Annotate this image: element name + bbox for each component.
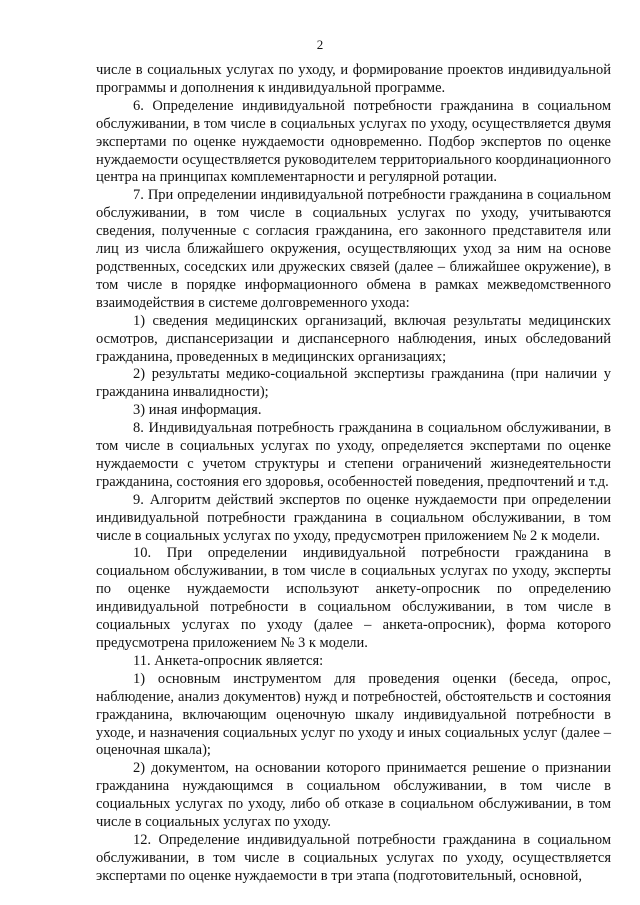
paragraph: числе в социальных услугах по уходу, и формирование проектов индивидуальной программы и дополнения к индивидуальной программе. [96,62,611,96]
paragraph: 1) основным инструментом для проведения оценки (беседа, опрос, наблюдение, анализ документов) нужд и потребностей, обстоятельств и состояния гражданина, включающим оценочную шкалу индивидуальной потребности в уходе, и назначения социальных услуг по уходу и иных социальных услуг (далее – оценочная шкала); [96,670,611,759]
page-number: 2 [316,37,324,52]
document-body [96,62,611,886]
paragraph: 1) сведения медицинских организаций, включая результаты медицинских осмотров, диспансеризации и диспансерного наблюдения, иных обследований гражданина, проведенных в медицинских организациях; [96,312,611,365]
paragraph: 10. При определении индивидуальной потребности гражданина в социальном обслуживании, в том числе в социальных услугах по уходу, эксперты по оценке нуждаемости используют анкету-опросник по определению индивидуальной потребности в социальном обслуживании, в том числе в социальных услугах по уходу (далее – анкета-опросник), форма которого предусмотрена приложением № 3 к модели. [96,545,611,651]
paragraph: 3) иная информация. [133,402,262,419]
paragraph: 2) документом, на основании которого принимается решение о признании гражданина нуждающимся в социальном обслуживании, в том числе в социальных услугах по уходу, либо об отказе в социальном обслуживании, в том числе в социальных услугах по уходу. [96,760,611,831]
paragraph: 7. При определении индивидуальной потребности гражданина в социальном обслуживании, в том числе в социальных услугах по уходу, учитываются сведения, полученные с согласия гражданина, его законного представителя или лиц из числа ближайшего окружения, осуществляющих уход за ним на основе родственных, соседских или дружеских связей (далее – ближайшее окружение), в том числе в порядке информационного обмена в рамках межведомственного взаимодействия в системе долговременного ухода: [96,187,611,311]
paragraph: 8. Индивидуальная потребность гражданина в социальном обслуживании, в том числе в социальных услугах по уходу, определяется экспертами по оценке нуждаемости с учетом структуры и степени ограничений жизнедеятельности гражданина, состояния его здоровья, особенностей поведения, предпочтений и т.д. [96,420,611,490]
paragraph: 9. Алгоритм действий экспертов по оценке нуждаемости при определении индивидуальной потребности гражданина в социальном обслуживании, в том числе в социальных услугах по уходу, предусмотрен приложением № 2 к модели. [96,491,611,544]
paragraph: 12. Определение индивидуальной потребности гражданина в социальном обслуживании, в том числе в социальных услугах по уходу, осуществляется экспертами по оценке нуждаемости в три этапа (подготовительный, основной, [96,831,611,884]
paragraph: 6. Определение индивидуальной потребности гражданина в социальном обслуживании, в том числе в социальных услугах по уходу, осуществляется двумя экспертами по оценке нуждаемости одновременно. Подбор экспертов по оценке нуждаемости осуществляется руководителем территориального координационного центра на принципах комплементарности и регулярной ротации. [96,97,611,186]
paragraph: 2) результаты медико-социальной экспертизы гражданина (при наличии у гражданина инвалидности); [96,366,611,401]
paragraph: 11. Анкета-опросник является: [133,652,324,669]
